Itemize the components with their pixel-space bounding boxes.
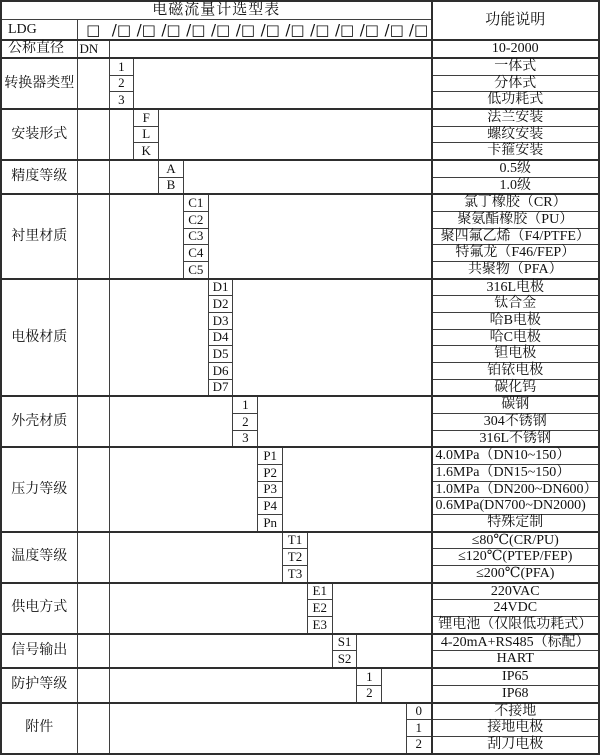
model-option-slot: /□ xyxy=(384,20,404,39)
base-column-cell xyxy=(77,109,109,160)
model-option-slot: /□ xyxy=(260,20,280,39)
option-code: E1 xyxy=(307,583,332,600)
option-desc: 304不锈钢 xyxy=(432,414,599,431)
option-code: 2 xyxy=(407,736,432,753)
option-desc: 哈B电极 xyxy=(432,313,599,330)
option-code: D4 xyxy=(208,329,233,346)
model-option-slot: /□ xyxy=(161,20,181,39)
option-desc: 0.5级 xyxy=(432,160,599,177)
model-option-slot: /□ xyxy=(186,20,206,39)
spacer-cell xyxy=(208,194,431,278)
option-desc: 316L不锈钢 xyxy=(432,430,599,447)
base-column-cell xyxy=(77,634,109,668)
option-desc: 哈C电极 xyxy=(432,329,599,346)
option-desc: 4.0MPa（DN10~150） xyxy=(432,447,599,464)
model-option-slot: /□ xyxy=(285,20,305,39)
option-desc: 刮刀电极 xyxy=(432,736,599,753)
model-option-slot: /□ xyxy=(310,20,330,39)
option-code: C3 xyxy=(183,228,208,245)
option-code: 0 xyxy=(407,703,432,720)
option-desc: 铂铱电极 xyxy=(432,363,599,380)
option-desc: 低功耗式 xyxy=(432,92,599,109)
spacer-cell xyxy=(307,532,431,583)
option-desc: 氯丁橡胶（CR） xyxy=(432,194,599,211)
option-code: 1 xyxy=(357,668,382,685)
spacer-cell xyxy=(109,194,183,278)
section-label: 外壳材质 xyxy=(1,396,77,447)
option-code: E2 xyxy=(307,600,332,617)
model-option-slot: /□ xyxy=(408,20,429,39)
option-desc: 法兰安装 xyxy=(432,109,599,126)
option-desc: 钽电极 xyxy=(432,346,599,363)
section-label: 信号输出 xyxy=(1,634,77,668)
option-code: S2 xyxy=(332,651,357,668)
option-code: C1 xyxy=(183,194,208,211)
option-desc: 接地电极 xyxy=(432,720,599,737)
spacer-cell xyxy=(109,279,208,397)
section-label: 衬里材质 xyxy=(1,194,77,278)
option-code: E3 xyxy=(307,617,332,634)
option-code: P3 xyxy=(258,481,283,498)
spacer-cell xyxy=(109,532,283,583)
base-column-cell xyxy=(77,160,109,194)
spacer-cell xyxy=(258,396,432,447)
option-desc: IP68 xyxy=(432,685,599,702)
option-desc: 1.0级 xyxy=(432,177,599,194)
model-option-slot: /□ xyxy=(235,20,255,39)
option-desc: ≤200℃(PFA) xyxy=(432,566,599,583)
option-code: D2 xyxy=(208,296,233,313)
dn-desc: 10-2000 xyxy=(432,40,599,58)
section-label: 温度等级 xyxy=(1,532,77,583)
option-code: C2 xyxy=(183,212,208,229)
base-column-cell xyxy=(77,532,109,583)
spacer-cell xyxy=(159,109,432,160)
option-code: A xyxy=(159,160,184,177)
option-code: P4 xyxy=(258,498,283,515)
option-desc: 220VAC xyxy=(432,583,599,600)
option-code: B xyxy=(159,177,184,194)
spacer-cell xyxy=(233,279,432,397)
option-desc: 分体式 xyxy=(432,75,599,92)
spacer-cell xyxy=(109,396,233,447)
function-column-header: 功能说明 xyxy=(432,1,599,40)
option-desc: 特氟龙（F46/FEP） xyxy=(432,245,599,262)
model-base-slot: □ xyxy=(86,20,101,39)
option-desc: 卡箍安装 xyxy=(432,143,599,160)
spacer-cell xyxy=(109,160,159,194)
spacer-cell xyxy=(109,634,332,668)
option-code: F xyxy=(134,109,159,126)
option-desc: 钛合金 xyxy=(432,296,599,313)
model-option-slot: /□ xyxy=(359,20,379,39)
spacer-cell xyxy=(183,160,431,194)
model-option-slot: /□ xyxy=(210,20,231,39)
spacer-cell xyxy=(109,109,134,160)
option-desc: 螺纹安装 xyxy=(432,126,599,143)
option-code: D1 xyxy=(208,279,233,296)
option-code: 1 xyxy=(109,58,134,75)
option-code: D6 xyxy=(208,363,233,380)
option-desc: 特殊定制 xyxy=(432,515,599,532)
option-code: P1 xyxy=(258,447,283,464)
model-option-slot: /□ xyxy=(334,20,355,39)
spacer-cell xyxy=(109,583,307,634)
base-column-cell xyxy=(77,279,109,397)
option-desc: ≤80℃(CR/PU) xyxy=(432,532,599,549)
base-column-cell xyxy=(77,703,109,754)
option-desc: 聚四氟乙烯（F4/PTFE） xyxy=(432,228,599,245)
base-column-cell xyxy=(77,668,109,702)
option-code: 3 xyxy=(233,430,258,447)
option-code: 1 xyxy=(407,720,432,737)
option-code: 2 xyxy=(357,685,382,702)
spacer-cell xyxy=(332,583,431,634)
spacer-cell xyxy=(134,58,432,109)
spacer-cell xyxy=(283,447,432,531)
option-code: L xyxy=(134,126,159,143)
option-desc: 共聚物（PFA） xyxy=(432,262,599,279)
base-column-cell xyxy=(77,194,109,278)
option-desc: 碳钢 xyxy=(432,396,599,413)
option-desc: 0.6MPa(DN700~DN2000) xyxy=(432,498,599,515)
option-desc: 不接地 xyxy=(432,703,599,720)
option-code: 2 xyxy=(109,75,134,92)
page-title: 电磁流量计选型表 xyxy=(1,1,432,19)
spacer-cell xyxy=(109,447,258,531)
option-code: 3 xyxy=(109,92,134,109)
option-desc: 1.0MPa（DN200~DN600） xyxy=(432,481,599,498)
option-code: K xyxy=(134,143,159,160)
option-desc: 316L电极 xyxy=(432,279,599,296)
base-column-cell xyxy=(77,583,109,634)
dn-label: 公称直径 xyxy=(1,40,77,58)
base-column-cell xyxy=(77,58,109,109)
option-code: P2 xyxy=(258,465,283,482)
option-desc: 一体式 xyxy=(432,58,599,75)
option-desc: ≤120℃(PTEP/FEP) xyxy=(432,549,599,566)
option-code: D7 xyxy=(208,379,233,396)
spacer-cell xyxy=(109,668,357,702)
spacer-cell xyxy=(109,703,407,754)
option-code: D5 xyxy=(208,346,233,363)
spacer-cell xyxy=(357,634,432,668)
option-desc: 聚氨酯橡胶（PU） xyxy=(432,212,599,229)
option-code: T3 xyxy=(283,566,308,583)
option-desc: 锂电池（仅限低功耗式） xyxy=(432,617,599,634)
section-label: 附件 xyxy=(1,703,77,754)
base-column-cell xyxy=(77,396,109,447)
dn-code: DN xyxy=(77,40,109,58)
section-label: 转换器类型 xyxy=(1,58,77,109)
section-label: 安装形式 xyxy=(1,109,77,160)
model-option-slot: /□ xyxy=(111,20,132,39)
option-code: D3 xyxy=(208,313,233,330)
option-code: C4 xyxy=(183,245,208,262)
model-code-label: LDG xyxy=(1,19,77,40)
spacer-cell xyxy=(382,668,432,702)
section-label: 电极材质 xyxy=(1,279,77,397)
option-code: C5 xyxy=(183,262,208,279)
model-option-slot: /□ xyxy=(136,20,156,39)
option-code: T1 xyxy=(283,532,308,549)
option-code: 1 xyxy=(233,396,258,413)
dn-row xyxy=(1,40,599,58)
section-label: 防护等级 xyxy=(1,668,77,702)
base-column-cell xyxy=(77,447,109,531)
option-code: Pn xyxy=(258,515,283,532)
section-label: 精度等级 xyxy=(1,160,77,194)
spacer-cell xyxy=(109,40,432,58)
option-desc: 碳化钨 xyxy=(432,379,599,396)
section-label: 压力等级 xyxy=(1,447,77,531)
option-desc: IP65 xyxy=(432,668,599,685)
option-desc: HART xyxy=(432,651,599,668)
option-code: T2 xyxy=(283,549,308,566)
section-label: 供电方式 xyxy=(1,583,77,634)
option-desc: 1.6MPa（DN15~150） xyxy=(432,465,599,482)
option-code: 2 xyxy=(233,414,258,431)
option-desc: 24VDC xyxy=(432,600,599,617)
option-desc: 4-20mA+RS485（标配） xyxy=(432,634,599,651)
title-row xyxy=(1,1,599,19)
option-code: S1 xyxy=(332,634,357,651)
